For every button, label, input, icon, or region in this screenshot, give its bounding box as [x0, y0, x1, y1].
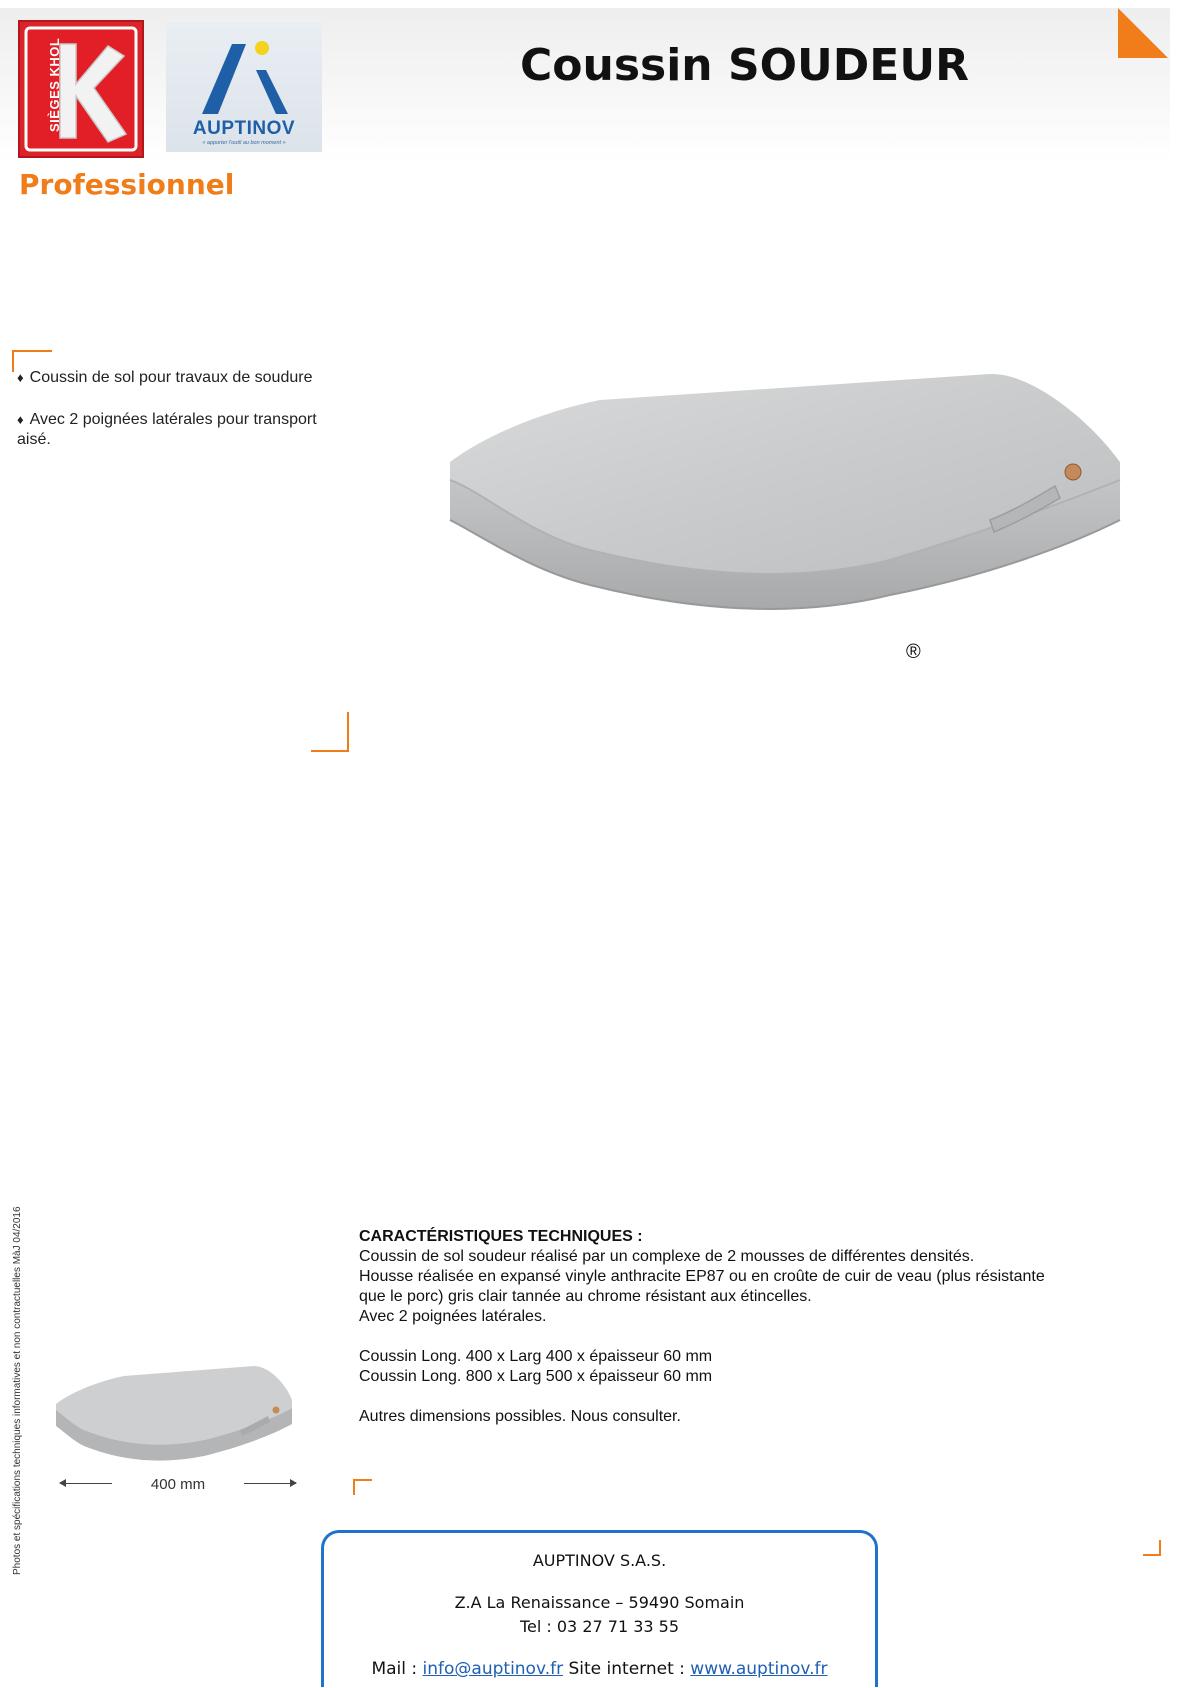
auptinov-logo: [166, 22, 322, 152]
company-phone: Tel : 03 27 71 33 55: [519, 1617, 680, 1636]
corner-triangle-decoration: [1118, 8, 1168, 58]
cushion-product-image: [430, 370, 1140, 670]
corner-bracket-bottom-right-small: [1143, 1540, 1161, 1556]
feature-text: Avec 2 poignées latérales pour transport aisé.: [17, 411, 317, 448]
contact-links: [324, 1659, 875, 1679]
dimension-label: 400 mm: [150, 1476, 206, 1493]
site-label: Site internet :: [568, 1659, 685, 1679]
auptinov-logo-text: AUPTINOV: [192, 118, 296, 139]
specs-heading: CARACTÉRISTIQUES TECHNIQUES :: [359, 1228, 643, 1245]
feature-item: [17, 410, 317, 450]
specs-line: Avec 2 poignées latérales.: [359, 1308, 547, 1325]
contact-box: [321, 1530, 878, 1687]
registered-mark: ®: [906, 641, 921, 663]
dimension-arrow-right-icon: [244, 1483, 296, 1484]
specs-size: Coussin Long. 800 x Larg 500 x épaisseur 60 mm: [359, 1368, 713, 1385]
mail-link[interactable]: info@auptinov.fr: [422, 1659, 564, 1679]
specs-line: Coussin de sol soudeur réalisé par un complexe de 2 mousses de différentes densités.: [359, 1248, 975, 1265]
feature-text: Coussin de sol pour travaux de soudure: [29, 369, 313, 386]
specs-note: Autres dimensions possibles. Nous consulter.: [359, 1408, 681, 1425]
dimension-arrow-left-icon: [60, 1483, 112, 1484]
diamond-bullet-icon: ♦: [17, 370, 24, 385]
corner-bracket-bottom-right: [311, 712, 349, 752]
k-letter-icon: [20, 22, 142, 156]
sieges-khol-logo-text: SIÈGES KHOL: [47, 37, 62, 132]
feature-item: [17, 368, 317, 388]
disclaimer-vertical-text: Photos et spécifications techniques informatives et non contractuelles MàJ 04/2016: [12, 1206, 23, 1575]
feature-list: [17, 368, 317, 472]
cushion-thumbnail-image: [54, 1360, 294, 1490]
technical-specifications: [359, 1227, 1159, 1427]
diamond-bullet-icon: ♦: [17, 412, 24, 427]
company-address: Z.A La Renaissance – 59490 Somain: [454, 1593, 745, 1612]
mail-label: Mail :: [371, 1659, 418, 1679]
category-label: Professionnel: [19, 168, 235, 201]
specs-line: que le porc) gris clair tannée au chrome résistant aux étincelles.: [359, 1288, 812, 1305]
specs-size: Coussin Long. 400 x Larg 400 x épaisseur 60 mm: [359, 1348, 713, 1365]
company-name: AUPTINOV S.A.S.: [532, 1551, 667, 1570]
specs-line: Housse réalisée en expansé vinyle anthracite EP87 ou en croûte de cuir de veau (plus résistante: [359, 1268, 1045, 1285]
page-title: Coussin SOUDEUR: [520, 40, 969, 91]
corner-bracket-top-left-small: [353, 1479, 372, 1495]
auptinov-mark-icon: [166, 22, 322, 122]
auptinov-logo-tagline: « apporter l'outil au bon moment »: [202, 140, 286, 146]
website-link[interactable]: www.auptinov.fr: [690, 1659, 828, 1679]
sieges-khol-logo: [18, 20, 144, 158]
